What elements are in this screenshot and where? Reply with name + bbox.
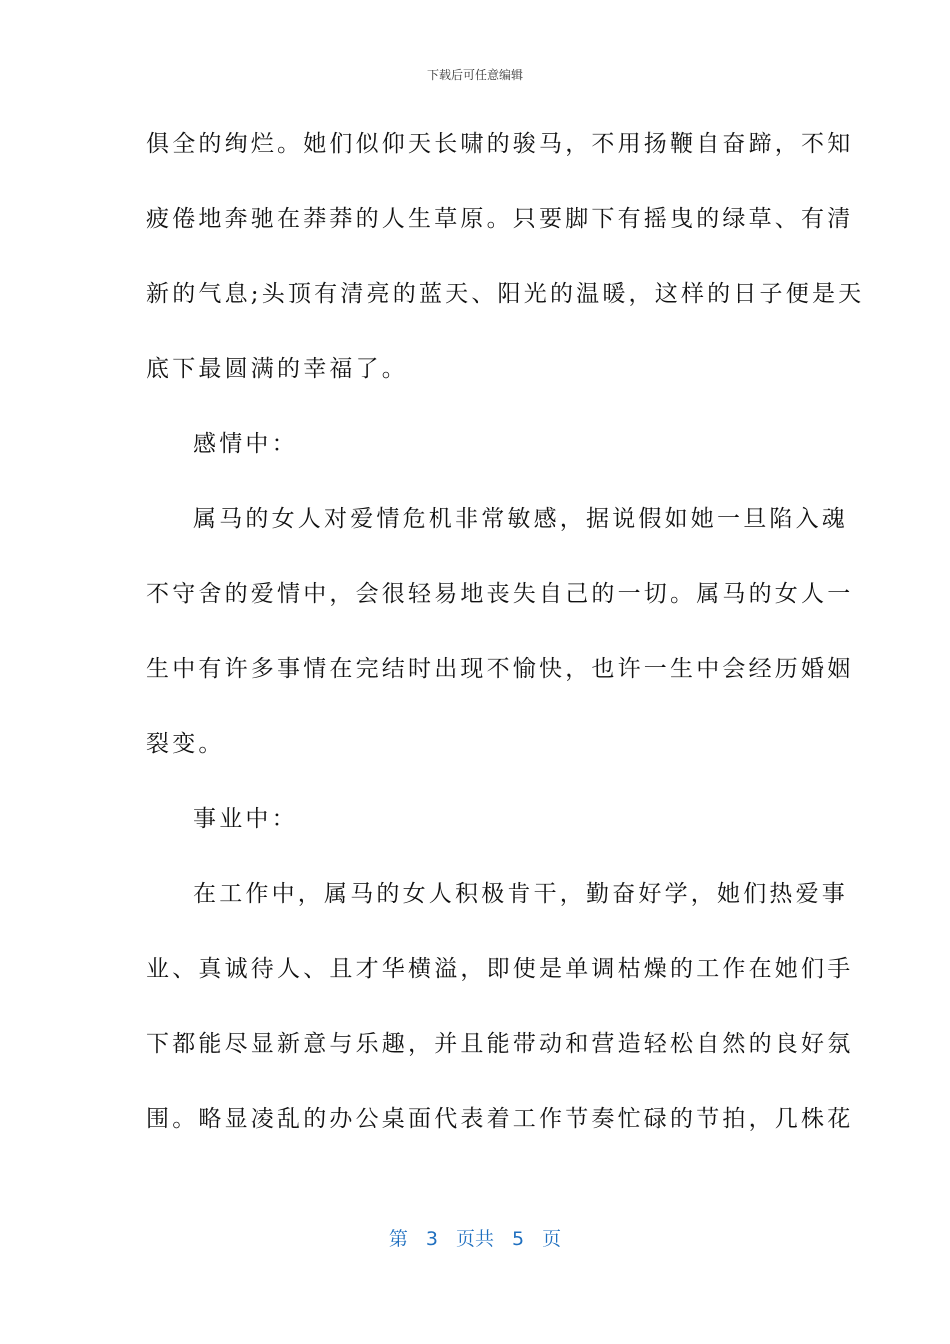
text-line: 下都能尽显新意与乐趣，并且能带动和营造轻松自然的良好氛 (146, 1031, 854, 1057)
page-header: 下载后可任意编辑 (426, 68, 523, 82)
text-line: 生中有许多事情在完结时出现不愉快，也许一生中会经历婚姻 (146, 656, 854, 682)
text-line: 不守舍的爱情中，会很轻易地丧失自己的一切。属马的女人一 (146, 581, 854, 607)
text-line: 底下最圆满的幸福了。 (146, 356, 408, 382)
document-body (146, 118, 865, 1168)
current-page-number: 3 (425, 1228, 438, 1250)
page-number-footer (0, 1224, 950, 1251)
text-line: 俱全的绚烂。她们似仰天长啸的骏马，不用扬鞭自奋蹄，不知 (146, 131, 854, 157)
footer-middle: 页共 (455, 1228, 494, 1250)
footer-suffix: 页 (542, 1228, 562, 1250)
text-line: 属马的女人对爱情危机非常敏感，据说假如她一旦陷入魂 (193, 506, 848, 532)
total-page-number: 5 (512, 1228, 525, 1250)
text-line: 围。略显凌乱的办公桌面代表着工作节奏忙碌的节拍，几株花 (146, 1106, 854, 1132)
text-line: 在工作中，属马的女人积极肯干，勤奋好学，她们热爱事 (193, 881, 848, 907)
section-heading-career: 事业中： (193, 806, 298, 832)
text-line: 业、真诚待人、且才华横溢，即使是单调枯燥的工作在她们手 (146, 956, 854, 982)
text-line: 裂变。 (146, 731, 225, 757)
footer-prefix: 第 (388, 1228, 408, 1250)
text-line: 新的气息;头顶有清亮的蓝天、阳光的温暖，这样的日子便是天 (146, 281, 865, 307)
section-heading-emotion: 感情中： (193, 431, 298, 457)
text-line: 疲倦地奔驰在莽莽的人生草原。只要脚下有摇曳的绿草、有清 (146, 206, 854, 232)
